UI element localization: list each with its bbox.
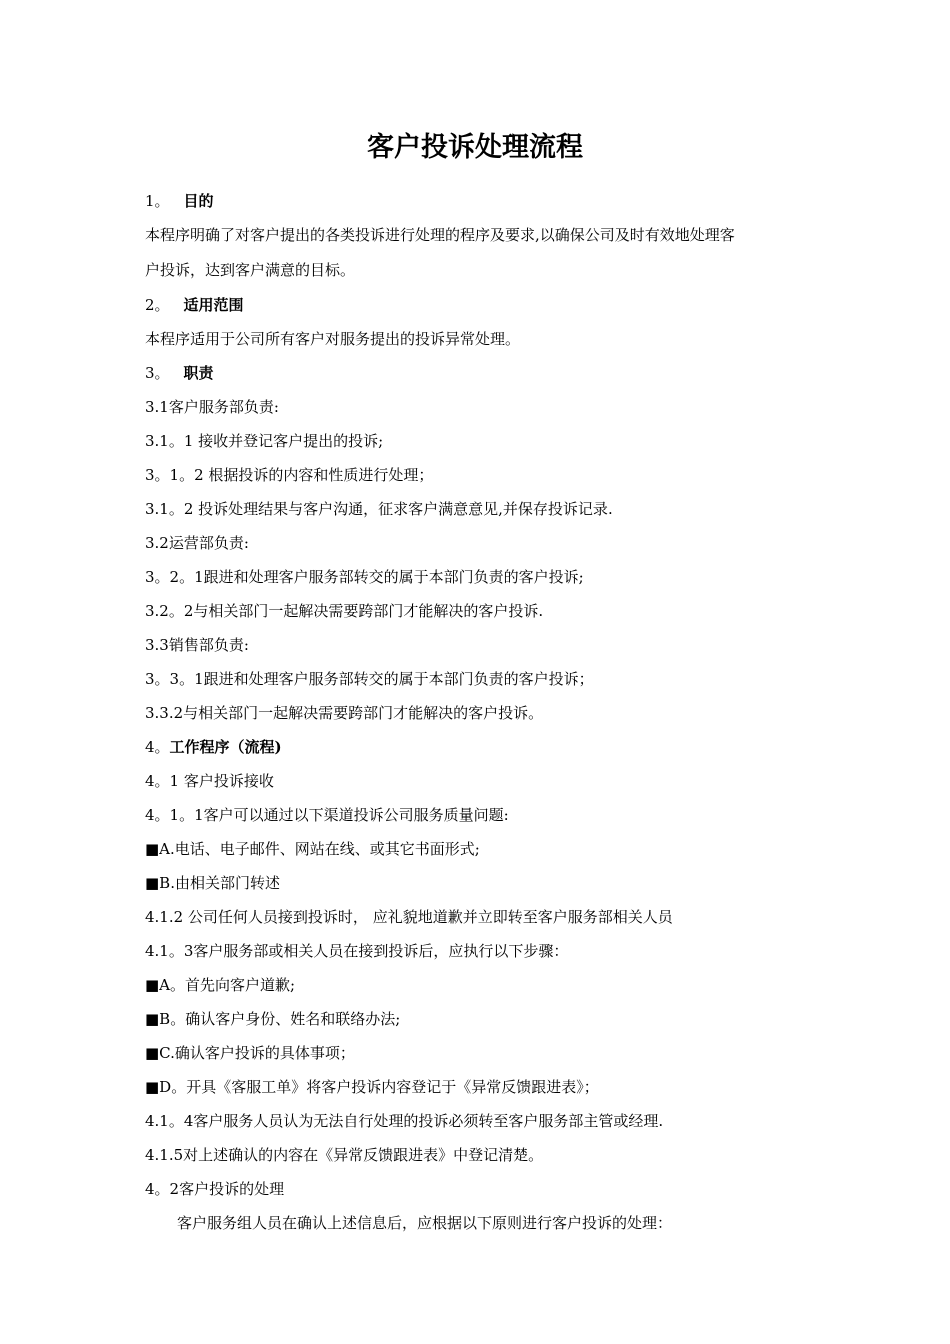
bullet-line: ■D。开具《客服工单》将客户投诉内容登记于《异常反馈跟进表》； xyxy=(145,1078,599,1096)
paragraph-line: 3.1。1 接收并登记客户提出的投诉; xyxy=(145,432,384,450)
paragraph-line: 本程序明确了对客户提出的各类投诉进行处理的程序及要求,以确保公司及时有效地处理客 xyxy=(145,226,735,244)
bullet-line: ■B.由相关部门转述 xyxy=(145,874,280,892)
bullet-line: ■A.电话、电子邮件、网站在线、或其它书面形式; xyxy=(145,840,480,858)
paragraph-line: 3.2运营部负责: xyxy=(145,534,249,552)
section-title: 职责 xyxy=(183,364,214,382)
bullet-line: ■B。确认客户身份、姓名和联络办法; xyxy=(145,1010,401,1028)
section-number: 1。 xyxy=(145,192,170,210)
paragraph-line: 4.1.5对上述确认的内容在《异常反馈跟进表》中登记清楚。 xyxy=(145,1146,544,1164)
paragraph-line: 3.2。2与相关部门一起解决需要跨部门才能解决的客户投诉. xyxy=(145,602,544,620)
paragraph-line: 3。1。2 根据投诉的内容和性质进行处理； xyxy=(145,466,434,484)
paragraph-line: 本程序适用于公司所有客户对服务提出的投诉异常处理。 xyxy=(145,330,521,348)
paragraph-line: 4.1.2 公司任何人员接到投诉时， 应礼貌地道歉并立即转至客户服务部相关人员 xyxy=(145,908,673,926)
paragraph-line: 3。2。1跟进和处理客户服务部转交的属于本部门负责的客户投诉; xyxy=(145,568,584,586)
section-heading-procedure xyxy=(145,736,282,758)
document-title: 客户投诉处理流程 xyxy=(367,132,583,163)
paragraph-line: 4。2客户投诉的处理 xyxy=(145,1180,285,1198)
bullet-line: ■A。首先向客户道歉; xyxy=(145,976,296,994)
paragraph-line: 客户服务组人员在确认上述信息后，应根据以下原则进行客户投诉的处理： xyxy=(177,1214,673,1232)
paragraph-line: 4.1。4客户服务人员认为无法自行处理的投诉必须转至客户服务部主管或经理. xyxy=(145,1112,664,1130)
section-heading-purpose xyxy=(145,190,214,212)
paragraph-line: 户投诉，达到客户满意的目标。 xyxy=(145,261,356,279)
section-title: 目的 xyxy=(183,192,214,210)
paragraph-line: 4。1。1客户可以通过以下渠道投诉公司服务质量问题: xyxy=(145,806,509,824)
section-title: 工作程序（流程) xyxy=(169,738,282,756)
section-number: 3。 xyxy=(145,364,170,382)
section-number: 4。 xyxy=(145,738,170,756)
paragraph-line: 3。3。1跟进和处理客户服务部转交的属于本部门负责的客户投诉； xyxy=(145,670,594,688)
bullet-line: ■C.确认客户投诉的具体事项； xyxy=(145,1044,355,1062)
section-heading-responsibilities xyxy=(145,362,214,384)
section-heading-scope xyxy=(145,294,244,316)
section-number: 2。 xyxy=(145,296,170,314)
paragraph-line: 4.1。3客户服务部或相关人员在接到投诉后，应执行以下步骤： xyxy=(145,942,569,960)
paragraph-line: 3.1客户服务部负责: xyxy=(145,398,279,416)
paragraph-line: 3.3销售部负责: xyxy=(145,636,249,654)
paragraph-line: 3.3.2与相关部门一起解决需要跨部门才能解决的客户投诉。 xyxy=(145,704,544,722)
section-title: 适用范围 xyxy=(183,296,244,314)
paragraph-line: 4。1 客户投诉接收 xyxy=(145,772,274,790)
paragraph-line: 3.1。2 投诉处理结果与客户沟通，征求客户满意意见,并保存投诉记录. xyxy=(145,500,613,518)
